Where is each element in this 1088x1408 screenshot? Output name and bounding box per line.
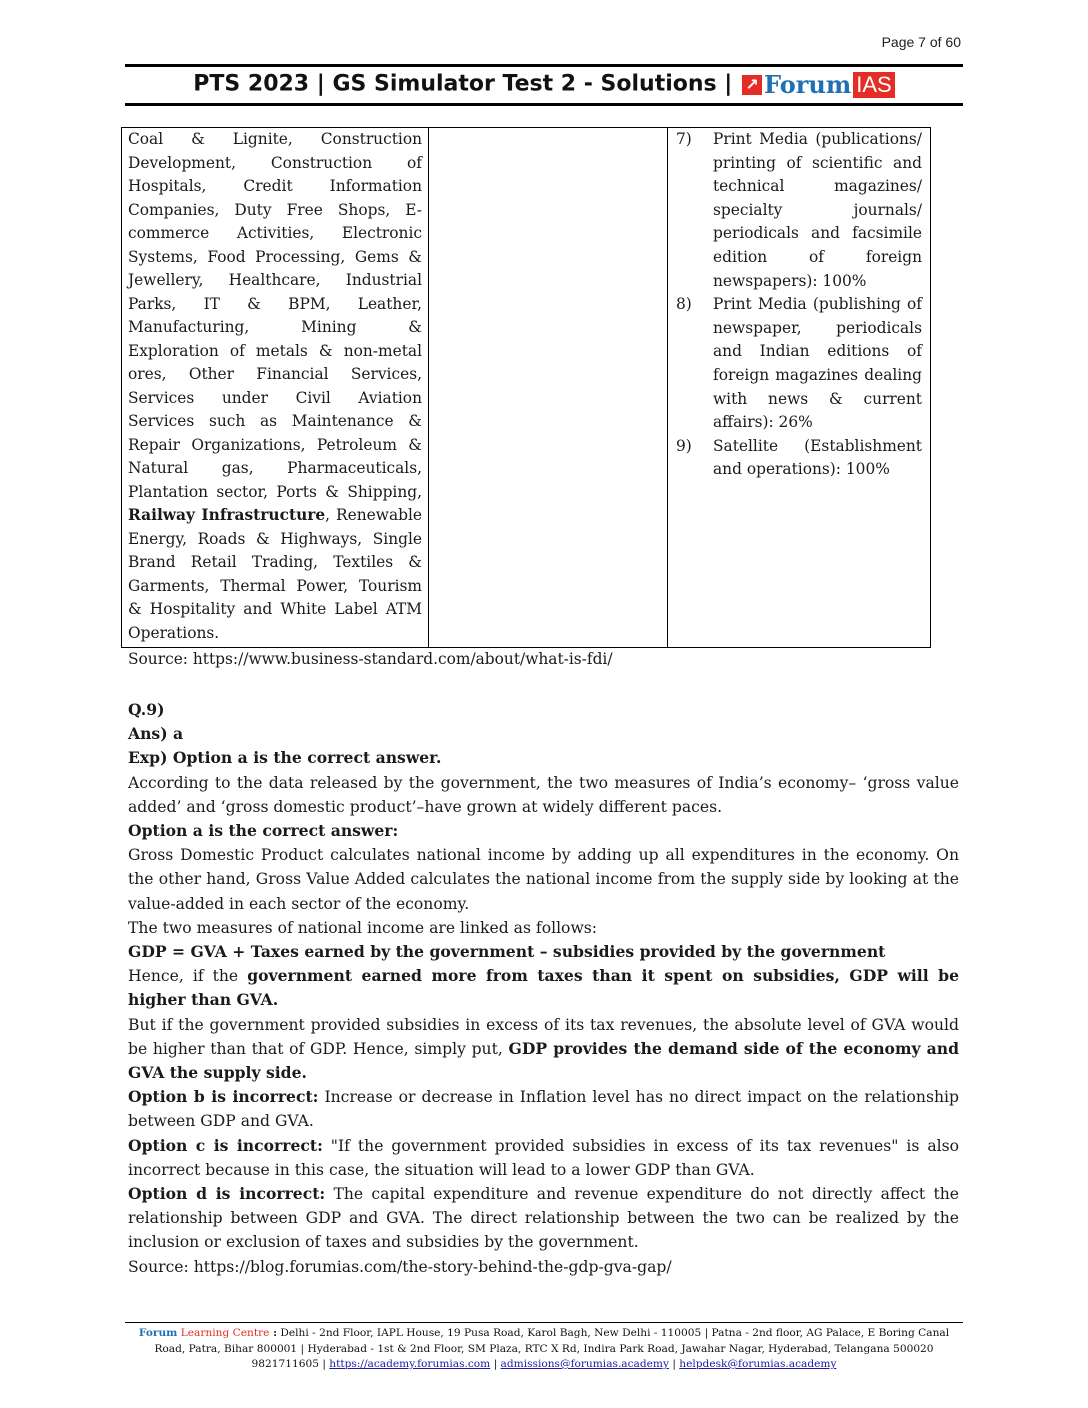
list-item <box>676 435 922 482</box>
header-title: PTS 2023 | GS Simulator Test 2 - Solutions | <box>193 71 733 97</box>
option-d-paragraph <box>128 1182 959 1255</box>
formula <box>128 940 959 964</box>
question-number <box>128 698 959 722</box>
footer-website-link[interactable]: https://academy.forumias.com <box>329 1358 491 1370</box>
footer-colon: : <box>269 1327 278 1339</box>
page-number: Page 7 of 60 <box>881 34 961 50</box>
option-a-heading <box>128 819 959 843</box>
hence-prefix: Hence, if the <box>128 967 248 986</box>
but-text: But if the government provided subsidies in excess of its tax revenues, the absolute level of GVA would be higher than that of GDP. Hence, simply put, <box>128 1015 959 1058</box>
question-number-text: Q.9) <box>128 700 165 719</box>
page-header <box>0 70 1088 99</box>
hence-paragraph <box>128 964 959 1012</box>
sector-list-part1: Coal & Lignite, Construction Development, Construction of Hospitals, Credit Information Companies, Duty Free Shops, E-commerce Activities, Electronic Systems, Food Processing, Gems & Jewellery, Healthcare, Industrial Parks, IT & BPM, Leather, Manufacturing, Mining & Exploration of metals & non-metal ores, Other Financial Services, Services under Civil Aviation Services such as Maintenance & Repair Organizations, Petroleum & Natural gas, Pharmaceuticals, Plantation sector, Ports & Shipping, <box>128 130 422 501</box>
footer-learning-centre-label: Learning Centre <box>177 1327 270 1339</box>
list-item-number: 7) <box>676 130 692 148</box>
answer <box>128 722 959 746</box>
table-row <box>122 128 931 648</box>
header-rule-bottom <box>125 103 963 106</box>
list-item <box>676 128 922 293</box>
table-cell-empty <box>429 128 668 648</box>
source-gdp-gva: Source: https://blog.forumias.com/the-story-behind-the-gdp-gva-gap/ <box>128 1257 672 1276</box>
option-b-text: Increase or decrease in Inflation level has no direct impact on the relationship between GDP and GVA. <box>128 1088 959 1131</box>
formula-text: GDP = GVA + Taxes earned by the government – subsidies provided by the government <box>128 942 886 962</box>
logo-forum-text: Forum <box>764 70 852 99</box>
option-a-heading-text: Option a is the correct answer: <box>128 821 399 841</box>
footer-rule <box>125 1322 963 1323</box>
explanation-heading-text: Exp) Option a is the correct answer. <box>128 748 442 768</box>
linked-intro: The two measures of national income are linked as follows: <box>128 918 598 937</box>
media-fdi-list <box>668 128 930 496</box>
footer-addresses: Delhi - 2nd Floor, IAPL House, 19 Pusa Road, Karol Bagh, New Delhi - 110005 | Patna - 2nd floor, AG Palace, E Boring Canal Road, Patra, Bihar 800001 | Hyderabad - 1st & 2nd Floor, SM Plaza, RTC X Rd, Indira Park Road, Jawahar Nagar, Hyderabad, Telangana 500020 <box>154 1327 950 1355</box>
list-item-text: Print Media (publications/ printing of scientific and technical magazines/ specialty journals/ periodicals and facsimile edition of foreign newspapers): 100% <box>713 130 922 290</box>
gdp-gva-definition: Gross Domestic Product calculates national income by adding up all expenditures in the economy. On the other hand, Gross Value Added calculates the national income from the supply side by looking at the value-added in each sector of the economy. <box>128 846 959 913</box>
header-rule-top <box>125 64 963 67</box>
but-bold: GDP provides the demand side of the economy and GVA the supply side. <box>128 1038 959 1083</box>
table-cell-media-list <box>668 128 931 648</box>
logo-ias-text: IAS <box>853 72 894 98</box>
forumias-logo <box>742 70 895 99</box>
explanation-heading <box>128 746 959 770</box>
but-paragraph <box>128 1013 959 1086</box>
sector-list-part2: , Renewable Energy, Roads & Highways, Single Brand Retail Trading, Textiles & Garments, Thermal Power, Tourism & Hospitality and White Label ATM Operations. <box>128 506 422 642</box>
option-d-text: The capital expenditure and revenue expenditure do not directly affect the relationship between GDP and GVA. The direct relationship between the two can be realized by the inclusion or exclusion of taxes and subsidies by the government. <box>128 1185 959 1252</box>
hence-bold: government earned more from taxes than it spent on subsidies, GDP will be higher than GVA. <box>128 966 959 1010</box>
intro-paragraph: According to the data released by the government, the two measures of India’s economy– ‘gross value added’ and ‘gross domestic product’–have grown at widely different paces. <box>128 773 959 816</box>
question-section <box>128 698 959 1279</box>
answer-text: Ans) a <box>128 724 184 744</box>
arrow-up-right-icon: ↗ <box>742 75 762 95</box>
list-item-text: Satellite (Establishment and operations): 100% <box>713 436 922 479</box>
option-c-text: "If the government provided subsidies in excess of its tax revenues" is also incorrect because in this case, the situation will lead to a lower GDP than GVA. <box>128 1136 959 1179</box>
option-c-paragraph <box>128 1134 959 1182</box>
list-item-text: Print Media (publishing of newspaper, periodicals and Indian editions of foreign magazines dealing with news & current affairs): 26% <box>713 295 922 432</box>
list-item-number: 8) <box>676 295 692 314</box>
list-item <box>676 293 922 435</box>
footer-admissions-email-link[interactable]: admissions@forumias.academy <box>500 1358 669 1370</box>
footer-forum-label: Forum <box>138 1327 178 1339</box>
table-cell-sectors <box>122 128 429 648</box>
source-fdi: Source: https://www.business-standard.com/about/what-is-fdi/ <box>128 650 613 668</box>
option-b-paragraph <box>128 1085 959 1133</box>
sector-list-text <box>128 128 422 645</box>
footer-phone: 9821711605 <box>251 1358 319 1370</box>
option-d-label: Option d is incorrect: <box>128 1184 326 1204</box>
footer-helpdesk-email-link[interactable]: helpdesk@forumias.academy <box>679 1358 837 1370</box>
option-c-label: Option c is incorrect: <box>128 1135 323 1155</box>
page-footer: Forum Learning Centre : Delhi - 2nd Floor, IAPL House, 19 Pusa Road, Karol Bagh, New Delhi - 110005 | Patna - 2nd floor, AG Palace, E Boring Canal Road, Patra, Bihar 800001 | Hyderabad - 1st & 2nd Floor, SM Plaza, RTC X Rd, Indira Park Road, Jawahar Nagar, Hyderabad, Telangana 500020 9821711605 | https://academy.forumias.com | admissions@forumias.academy | helpdesk@forumias.academy <box>138 1327 950 1370</box>
list-item-number: 9) <box>676 436 692 455</box>
option-b-label: Option b is incorrect: <box>128 1087 319 1107</box>
fdi-sector-table <box>121 127 931 648</box>
sector-railway-infrastructure: Railway Infrastructure <box>128 506 326 524</box>
